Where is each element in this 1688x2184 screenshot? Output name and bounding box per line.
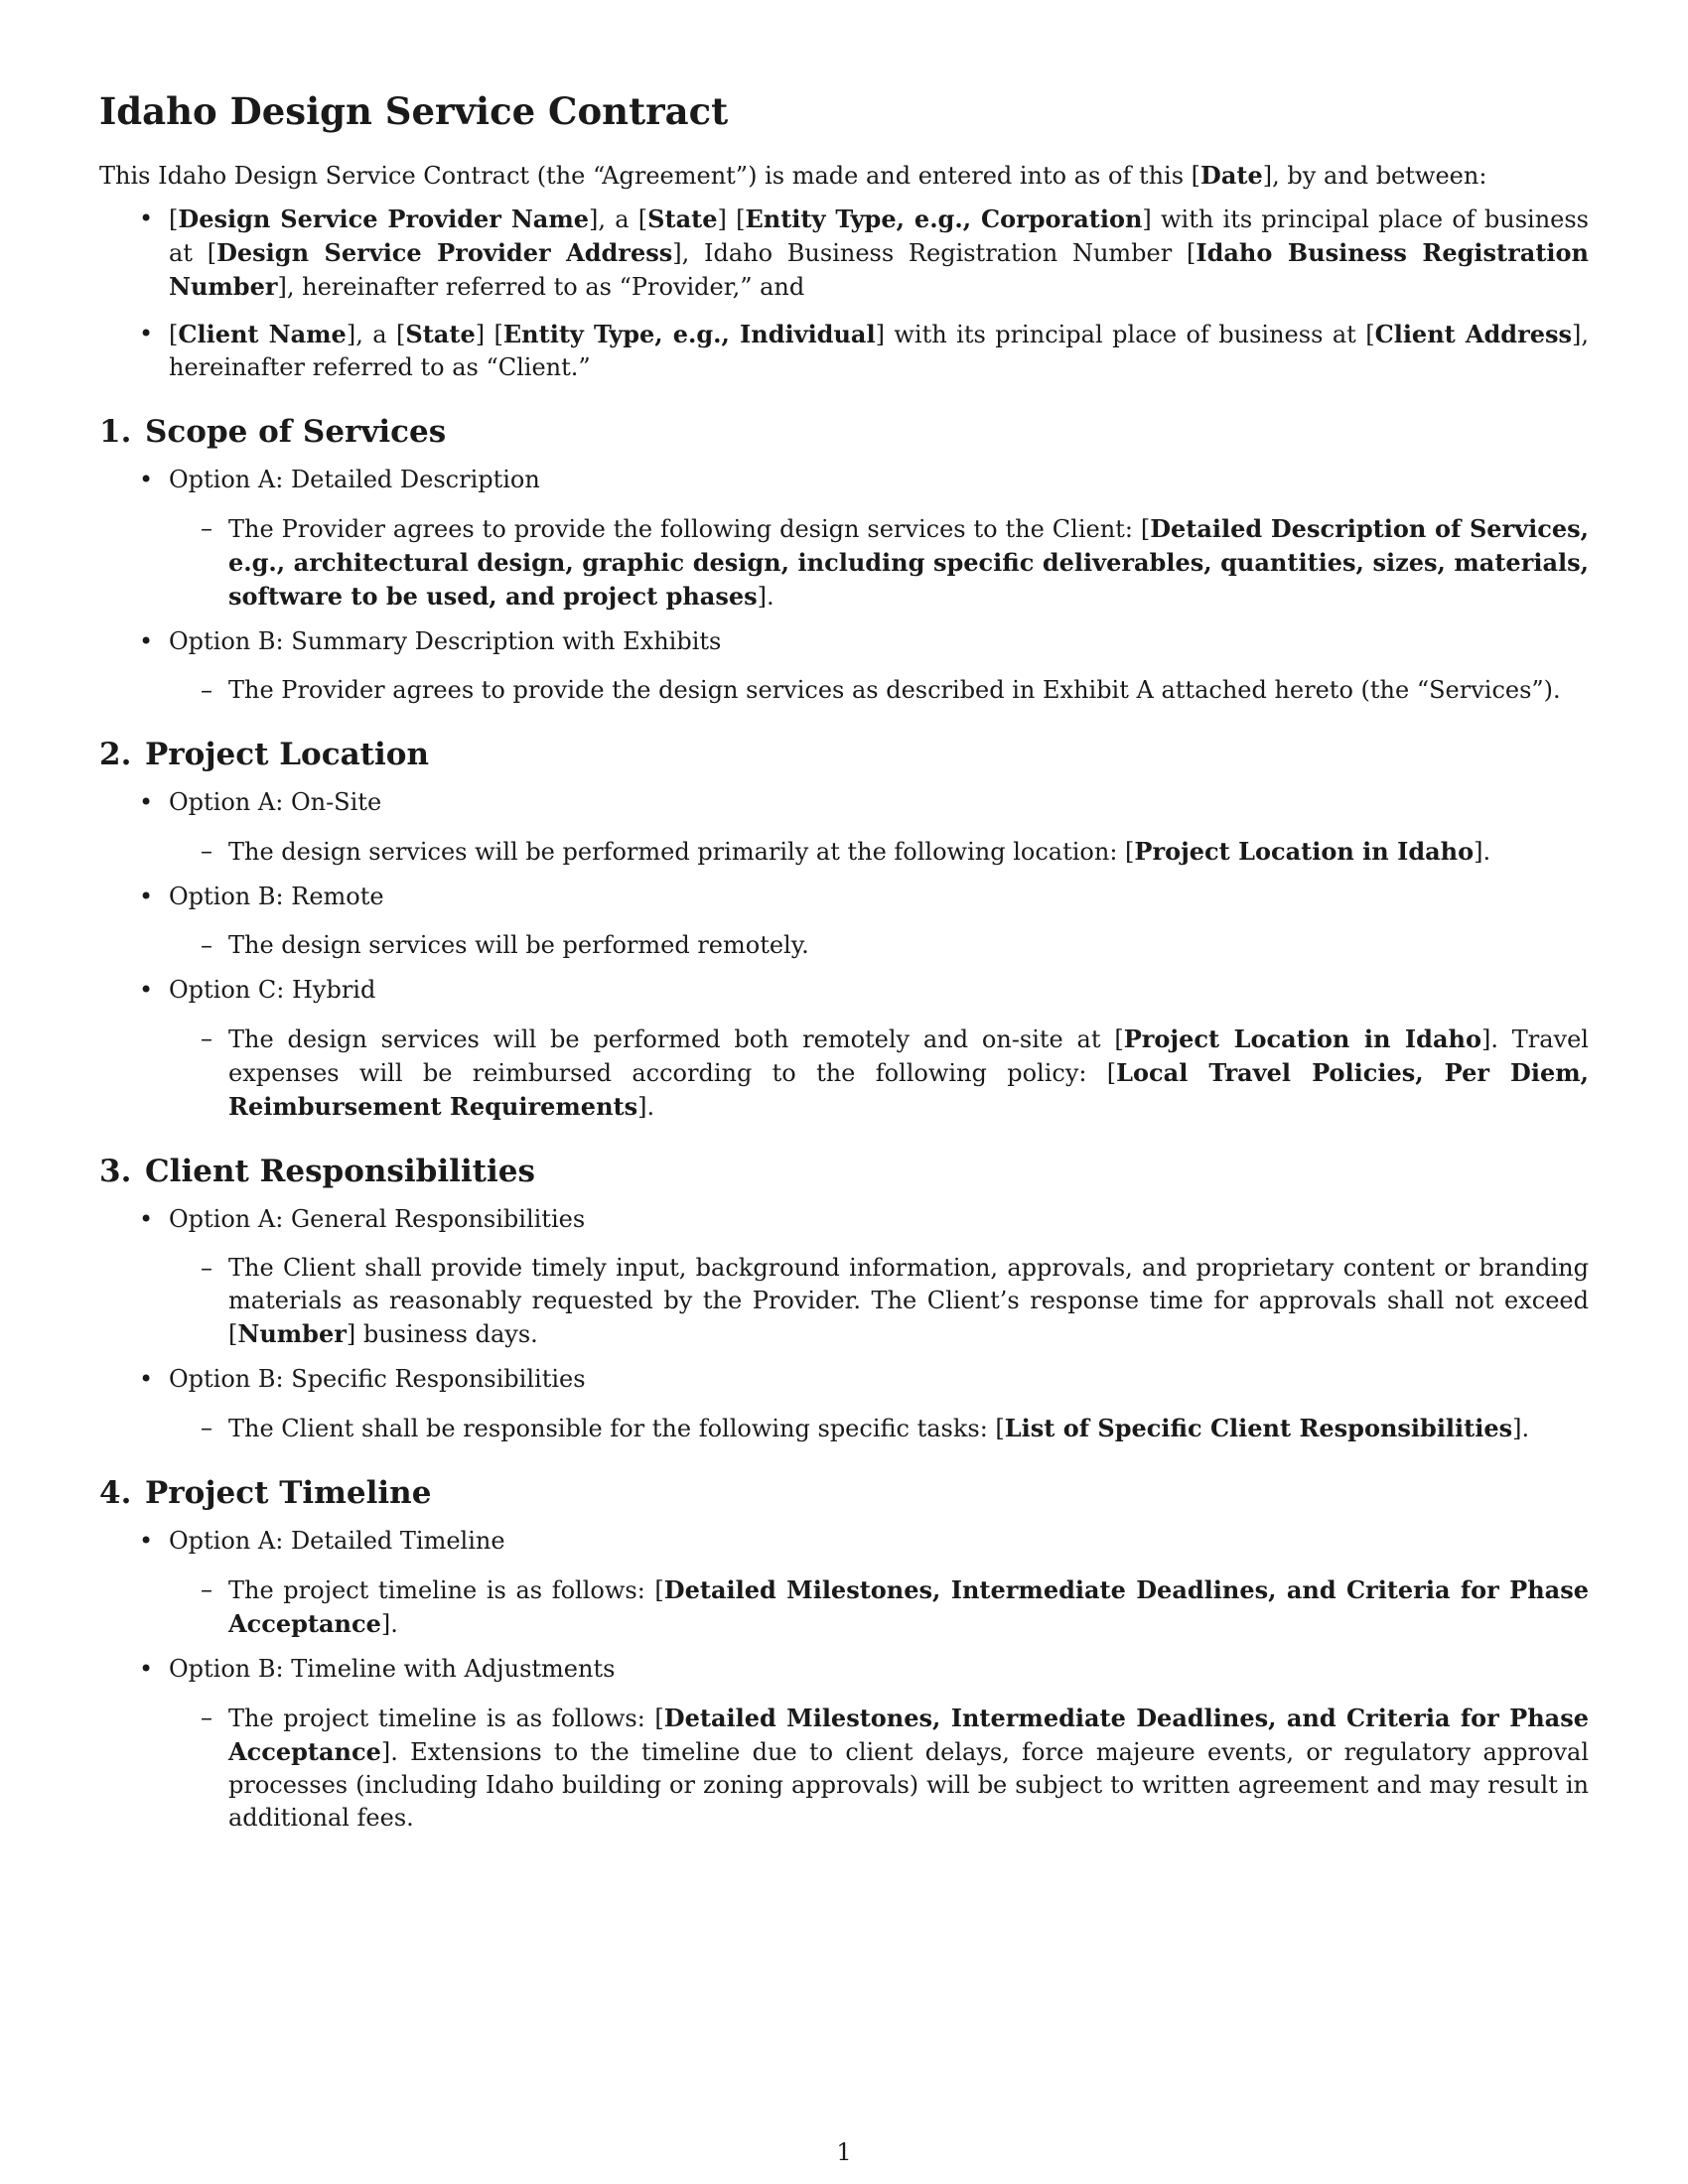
option-label: • Option B: Summary Description with Exhibits: [169, 625, 1589, 658]
option-item: [99, 786, 1589, 869]
party-client: • [Client Name], a [State] [Entity Type, e.g., Individual] with its principal place of business at [Client Address], hereinafter referred to as “Client.”: [99, 318, 1589, 384]
section-heading: 2. Project Location: [99, 737, 429, 772]
section-heading: 4. Project Timeline: [99, 1475, 432, 1511]
intro-text-end: ], by and between:: [1262, 162, 1487, 190]
section-heading: 3. Client Responsibilities: [99, 1154, 535, 1189]
option-label: • Option A: Detailed Timeline: [169, 1525, 1589, 1558]
option-label: • Option B: Remote: [169, 881, 1589, 913]
option-item: [99, 464, 1589, 614]
option-text: – The project timeline is as follows: [Detailed Milestones, Intermediate Deadlines, and Criteria for Phase Acceptance].: [169, 1573, 1589, 1641]
option-item: [99, 1203, 1589, 1351]
section-options: [99, 464, 1589, 707]
option-item: [99, 974, 1589, 1124]
section-options: [99, 1203, 1589, 1445]
option-item: [99, 1363, 1589, 1445]
document-title: Idaho Design Service Contract: [99, 89, 729, 133]
party-provider: • [Design Service Provider Name], a [State] [Entity Type, e.g., Corporation] with its principal place of business at [Design Service Provider Address], Idaho Business Registration Number [Idaho Business Registration Number], hereinafter referred to as “Provider,” and: [99, 203, 1589, 304]
option-label: • Option C: Hybrid: [169, 974, 1589, 1007]
option-item: [99, 625, 1589, 707]
section-options: [99, 1525, 1589, 1835]
option-label: • Option B: Specific Responsibilities: [169, 1363, 1589, 1396]
parties-list: [99, 203, 1589, 384]
option-text: – The design services will be performed both remotely and on-site at [Project Location in Idaho]. Travel expenses will be reimbursed according to the following policy: [Local Travel Policies, Per Diem, Reimbursement Requirements].: [169, 1023, 1589, 1124]
option-item: [99, 881, 1589, 962]
option-text: – The Provider agrees to provide the design services as described in Exhibit A attached hereto (the “Services”).: [169, 674, 1589, 707]
intro-text: This Idaho Design Service Contract (the “Agreement”) is made and entered into as of this [: [99, 162, 1201, 190]
page-number: 1: [836, 2138, 852, 2166]
option-text: – The Client shall be responsible for the following specific tasks: [List of Specific Client Responsibilities].: [169, 1412, 1589, 1445]
option-text: – The design services will be performed remotely.: [169, 929, 1589, 962]
option-label: • Option B: Timeline with Adjustments: [169, 1653, 1589, 1686]
section-heading: 1. Scope of Services: [99, 414, 447, 450]
option-label: • Option A: Detailed Description: [169, 464, 1589, 496]
option-item: [99, 1525, 1589, 1641]
intro-date-placeholder: Date: [1200, 161, 1263, 190]
option-text: – The design services will be performed primarily at the following location: [Project Location in Idaho].: [169, 835, 1589, 869]
document-page: [99, 87, 1589, 1846]
option-text: – The Client shall provide timely input, background information, approvals, and proprietary content or branding materials as reasonably requested by the Provider. The Client’s response time for approvals shall not exceed [Number] business days.: [169, 1252, 1589, 1351]
option-label: • Option A: General Responsibilities: [169, 1203, 1589, 1236]
option-item: [99, 1653, 1589, 1835]
option-text: – The project timeline is as follows: [Detailed Milestones, Intermediate Deadlines, and Criteria for Phase Acceptance]. Extensions to the timeline due to client delays, force majeure events, or regulatory approval processes (including Idaho building or zoning approvals) will be subject to written agreement and may result in additional fees.: [169, 1702, 1589, 1835]
intro-paragraph: [99, 159, 1589, 193]
option-label: • Option A: On-Site: [169, 786, 1589, 819]
section-options: [99, 786, 1589, 1124]
option-text: – The Provider agrees to provide the following design services to the Client: [Detailed Description of Services, e.g., architectural design, graphic design, including specific deliverables, quantities, sizes, materials, software to be used, and project phases].: [169, 512, 1589, 614]
